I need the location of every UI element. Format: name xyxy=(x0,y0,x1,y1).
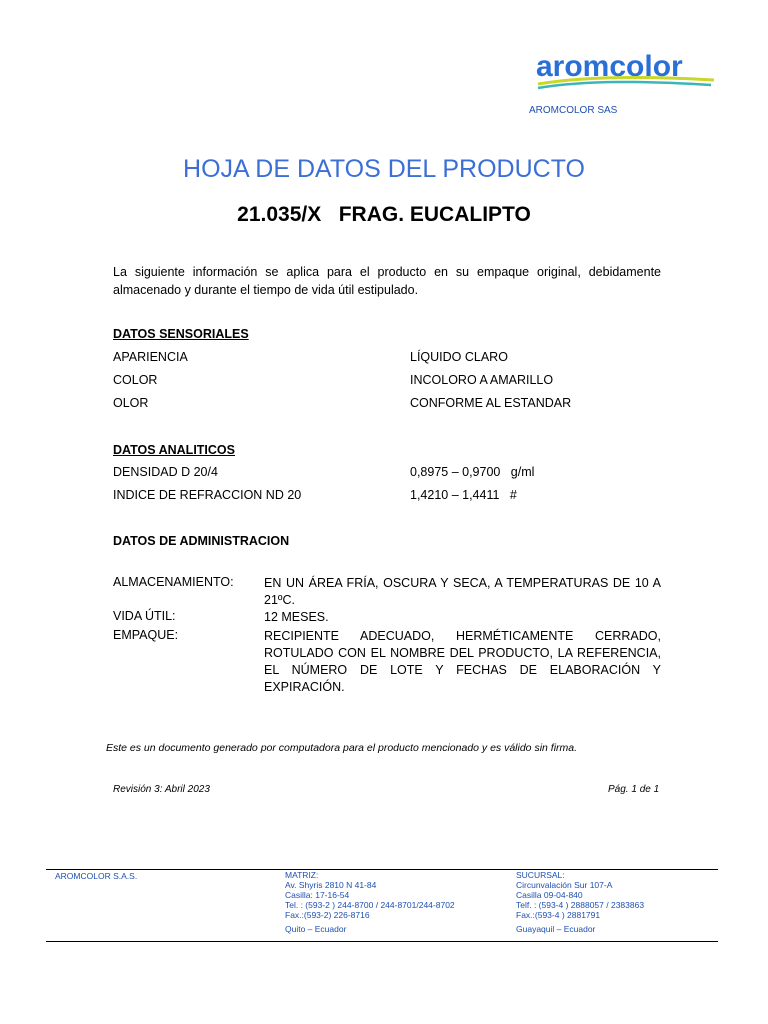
footer-company: AROMCOLOR S.A.S. xyxy=(55,871,138,881)
admin-label-storage: ALMACENAMIENTO: xyxy=(113,575,234,589)
analytical-value-density: 0,8975 – 0,9700 g/ml xyxy=(410,465,535,479)
admin-label-packaging: EMPAQUE: xyxy=(113,628,179,642)
footer-matriz-address: Av. Shyris 2810 N 41-84 xyxy=(285,880,377,890)
footer-sucursal xyxy=(516,870,644,934)
footer-sucursal-title: SUCURSAL: xyxy=(516,870,565,880)
logo-graphic xyxy=(536,50,716,98)
sensory-label-appearance: APARIENCIA xyxy=(113,350,188,364)
footer-divider-bottom xyxy=(46,941,718,942)
footer-sucursal-phone: Telf. : (593-4 ) 2888057 / 2383863 xyxy=(516,900,645,910)
revision-text: Revisión 3: Abril 2023 xyxy=(113,784,210,795)
sensory-value-appearance: LÍQUIDO CLARO xyxy=(410,350,508,364)
logo-text: aromcolor xyxy=(536,50,683,83)
footer-matriz-pobox: Casilla: 17-16-54 xyxy=(285,890,350,900)
footer-sucursal-fax: Fax.:(593-4 ) 2881791 xyxy=(516,910,601,920)
admin-label-shelf-life: VIDA ÚTIL: xyxy=(113,609,176,623)
admin-value-storage: EN UN ÁREA FRÍA, OSCURA Y SECA, A TEMPERATURAS DE 10 A 21ºC. xyxy=(264,576,661,607)
footer-matriz-phone: Tel. : (593-2 ) 244-8700 / 244-8701/244-8702 xyxy=(285,900,455,910)
footer-sucursal-pobox: Casilla 09-04-840 xyxy=(516,890,583,900)
sensory-value-color: INCOLORO A AMARILLO xyxy=(410,373,554,387)
document-title: HOJA DE DATOS DEL PRODUCTO xyxy=(183,155,585,183)
analytical-label-refraction: INDICE DE REFRACCION ND 20 xyxy=(113,488,302,502)
company-name: AROMCOLOR SAS xyxy=(529,105,618,116)
footer-matriz-city: Quito – Ecuador xyxy=(285,924,347,934)
footer-sucursal-city: Guayaquil – Ecuador xyxy=(516,924,596,934)
admin-value-packaging: RECIPIENTE ADECUADO, HERMÉTICAMENTE CERRADO, ROTULADO CON EL NOMBRE DEL PRODUCTO, LA REFERENCIA, EL NÚMERO DE LOTE Y FECHAS DE ELABORACIÓN Y EXPIRACIÓN. xyxy=(264,629,661,694)
section-heading-admin: DATOS DE ADMINISTRACION xyxy=(113,534,290,548)
footer-matriz-title: MATRIZ: xyxy=(285,870,319,880)
page-number: Pág. 1 de 1 xyxy=(608,784,660,795)
sensory-value-odor: CONFORME AL ESTANDAR xyxy=(410,396,572,410)
section-heading-analytical: DATOS ANALITICOS xyxy=(113,443,235,457)
section-heading-sensory: DATOS SENSORIALES xyxy=(113,327,249,341)
footer-matriz xyxy=(285,870,455,934)
sensory-label-odor: OLOR xyxy=(113,396,149,410)
product-name: 21.035/X FRAG. EUCALIPTO xyxy=(237,203,531,226)
footer-matriz-fax: Fax.:(593-2) 226-8716 xyxy=(285,910,370,920)
admin-value-shelf-life: 12 MESES. xyxy=(264,610,329,624)
intro-paragraph: La siguiente información se aplica para el producto en su empaque original, debidamente almacenado y durante el tiempo de vida útil estipulado. xyxy=(113,265,661,297)
analytical-label-density: DENSIDAD D 20/4 xyxy=(113,465,218,479)
analytical-value-refraction: 1,4210 – 1,4411 # xyxy=(410,488,517,502)
aromcolor-logo xyxy=(536,50,716,98)
disclaimer-text: Este es un documento generado por computadora para el producto mencionado y es válido sin firma. xyxy=(106,742,578,754)
sensory-label-color: COLOR xyxy=(113,373,158,387)
footer-sucursal-address: Circunvalación Sur 107-A xyxy=(516,880,613,890)
